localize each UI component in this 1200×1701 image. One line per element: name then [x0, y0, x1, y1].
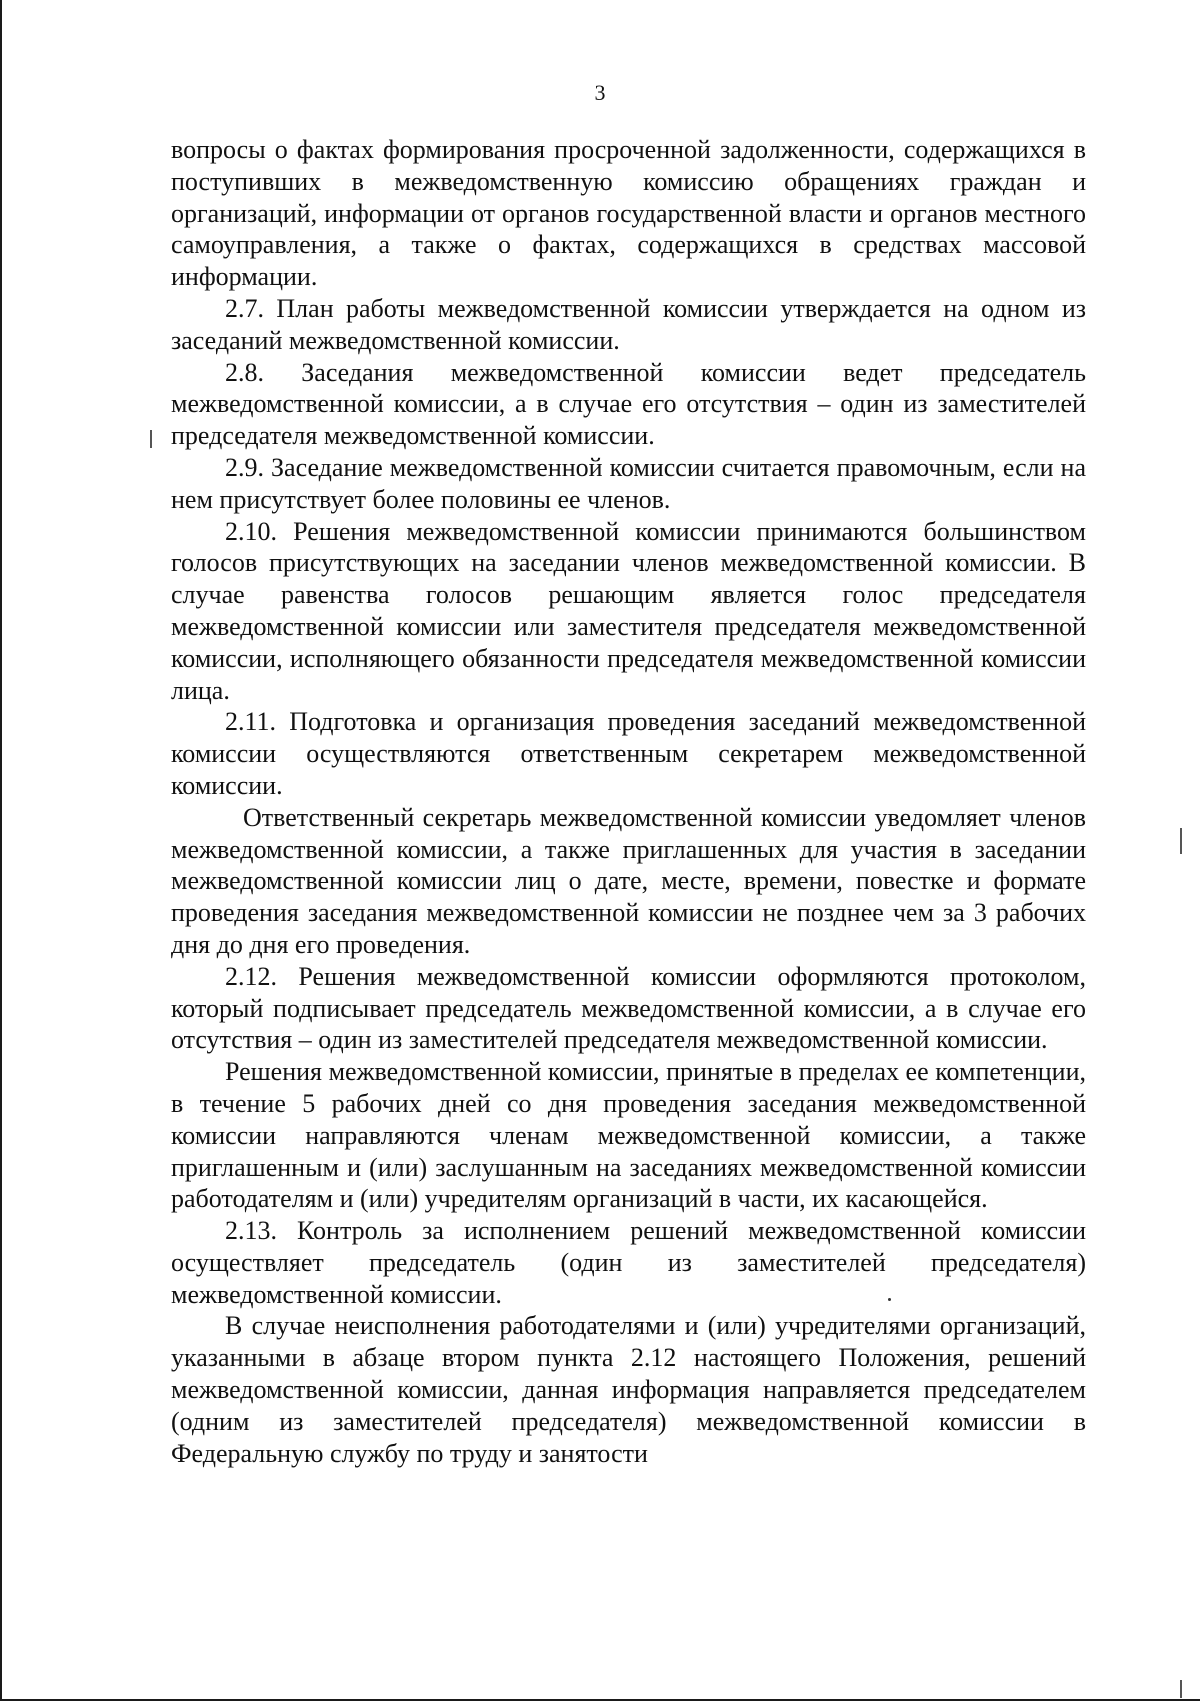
scan-left-border [0, 0, 2, 1701]
paragraph-2-7: 2.7. План работы межведомственной комиссии утверждается на одном из заседаний межведомственной комиссии. [171, 293, 1086, 355]
document-body [171, 134, 1086, 1469]
scan-artifact-mark [1180, 1680, 1182, 1698]
paragraph-2-13: 2.13. Контроль за исполнением решений межведомственной комиссии осуществляет председатель (один из заместителей председателя) межведомственной комиссии. [171, 1216, 1086, 1309]
paragraph-2-8: 2.8. Заседания межведомственной комиссии ведет председатель межведомственной комиссии, а в случае его отсутствия – один из заместителей председателя межведомственной комиссии. [171, 357, 1086, 451]
paragraph: вопросы о фактах формирования просроченной задолженности, содержащихся в поступивших в межведомственную комиссию обращениях граждан и организаций, информации от органов государственной власти и органов местного самоуправления, а также о фактах, содержащихся в средствах массовой информации. [171, 135, 1086, 292]
paragraph-secretary: Ответственный секретарь межведомственной комиссии уведомляет членов межведомственной комиссии, а также приглашенных для участия в заседании межведомственной комиссии лиц о дате, месте, времени, повестке и формате проведения заседания межведомственной комиссии не позднее чем за 3 рабочих дня до дня его проведения. [171, 802, 1086, 959]
paragraph-2-11: 2.11. Подготовка и организация проведения заседаний межведомственной комиссии осуществляются ответственным секретарем межведомственной комиссии. [171, 707, 1086, 800]
paragraph-2-9: 2.9. Заседание межведомственной комиссии считается правомочным, если на нем присутствует более половины ее членов. [171, 452, 1086, 514]
paragraph-decisions: Решения межведомственной комиссии, принятые в пределах ее компетенции, в течение 5 рабочих дней со дня проведения заседания межведомственной комиссии направляются членам межведомственной комиссии, а также приглашенным и (или) заслушанным на заседаниях межведомственной комиссии работодателям и (или) учредителям организаций в части, их касающейся. [171, 1057, 1086, 1214]
scan-artifact-mark [150, 430, 152, 448]
scan-artifact-mark [1180, 828, 1182, 854]
paragraph-2-10: 2.10. Решения межведомственной комиссии принимаются большинством голосов присутствующих на заседании членов межведомственной комиссии. В случае равенства голосов решающим является голос председателя межведомственной комиссии или заместителя председателя межведомственной комиссии, исполняющего обязанности председателя межведомственной комиссии лица. [171, 516, 1086, 705]
paragraph-non-compliance: В случае неисполнения работодателями и (или) учредителями организаций, указанными в абзаце втором пункта 2.12 настоящего Положения, решений межведомственной комиссии, данная информация направляется председателем (одним из заместителей председателя) межведомственной комиссии в Федеральную службу по труду и занятости [171, 1311, 1086, 1468]
paragraph-2-12: 2.12. Решения межведомственной комиссии оформляются протоколом, который подписывает председатель межведомственной комиссии, а в случае его отсутствия – один из заместителей председателя межведомственной комиссии. [171, 961, 1086, 1055]
page-number: 3 [594, 80, 606, 105]
